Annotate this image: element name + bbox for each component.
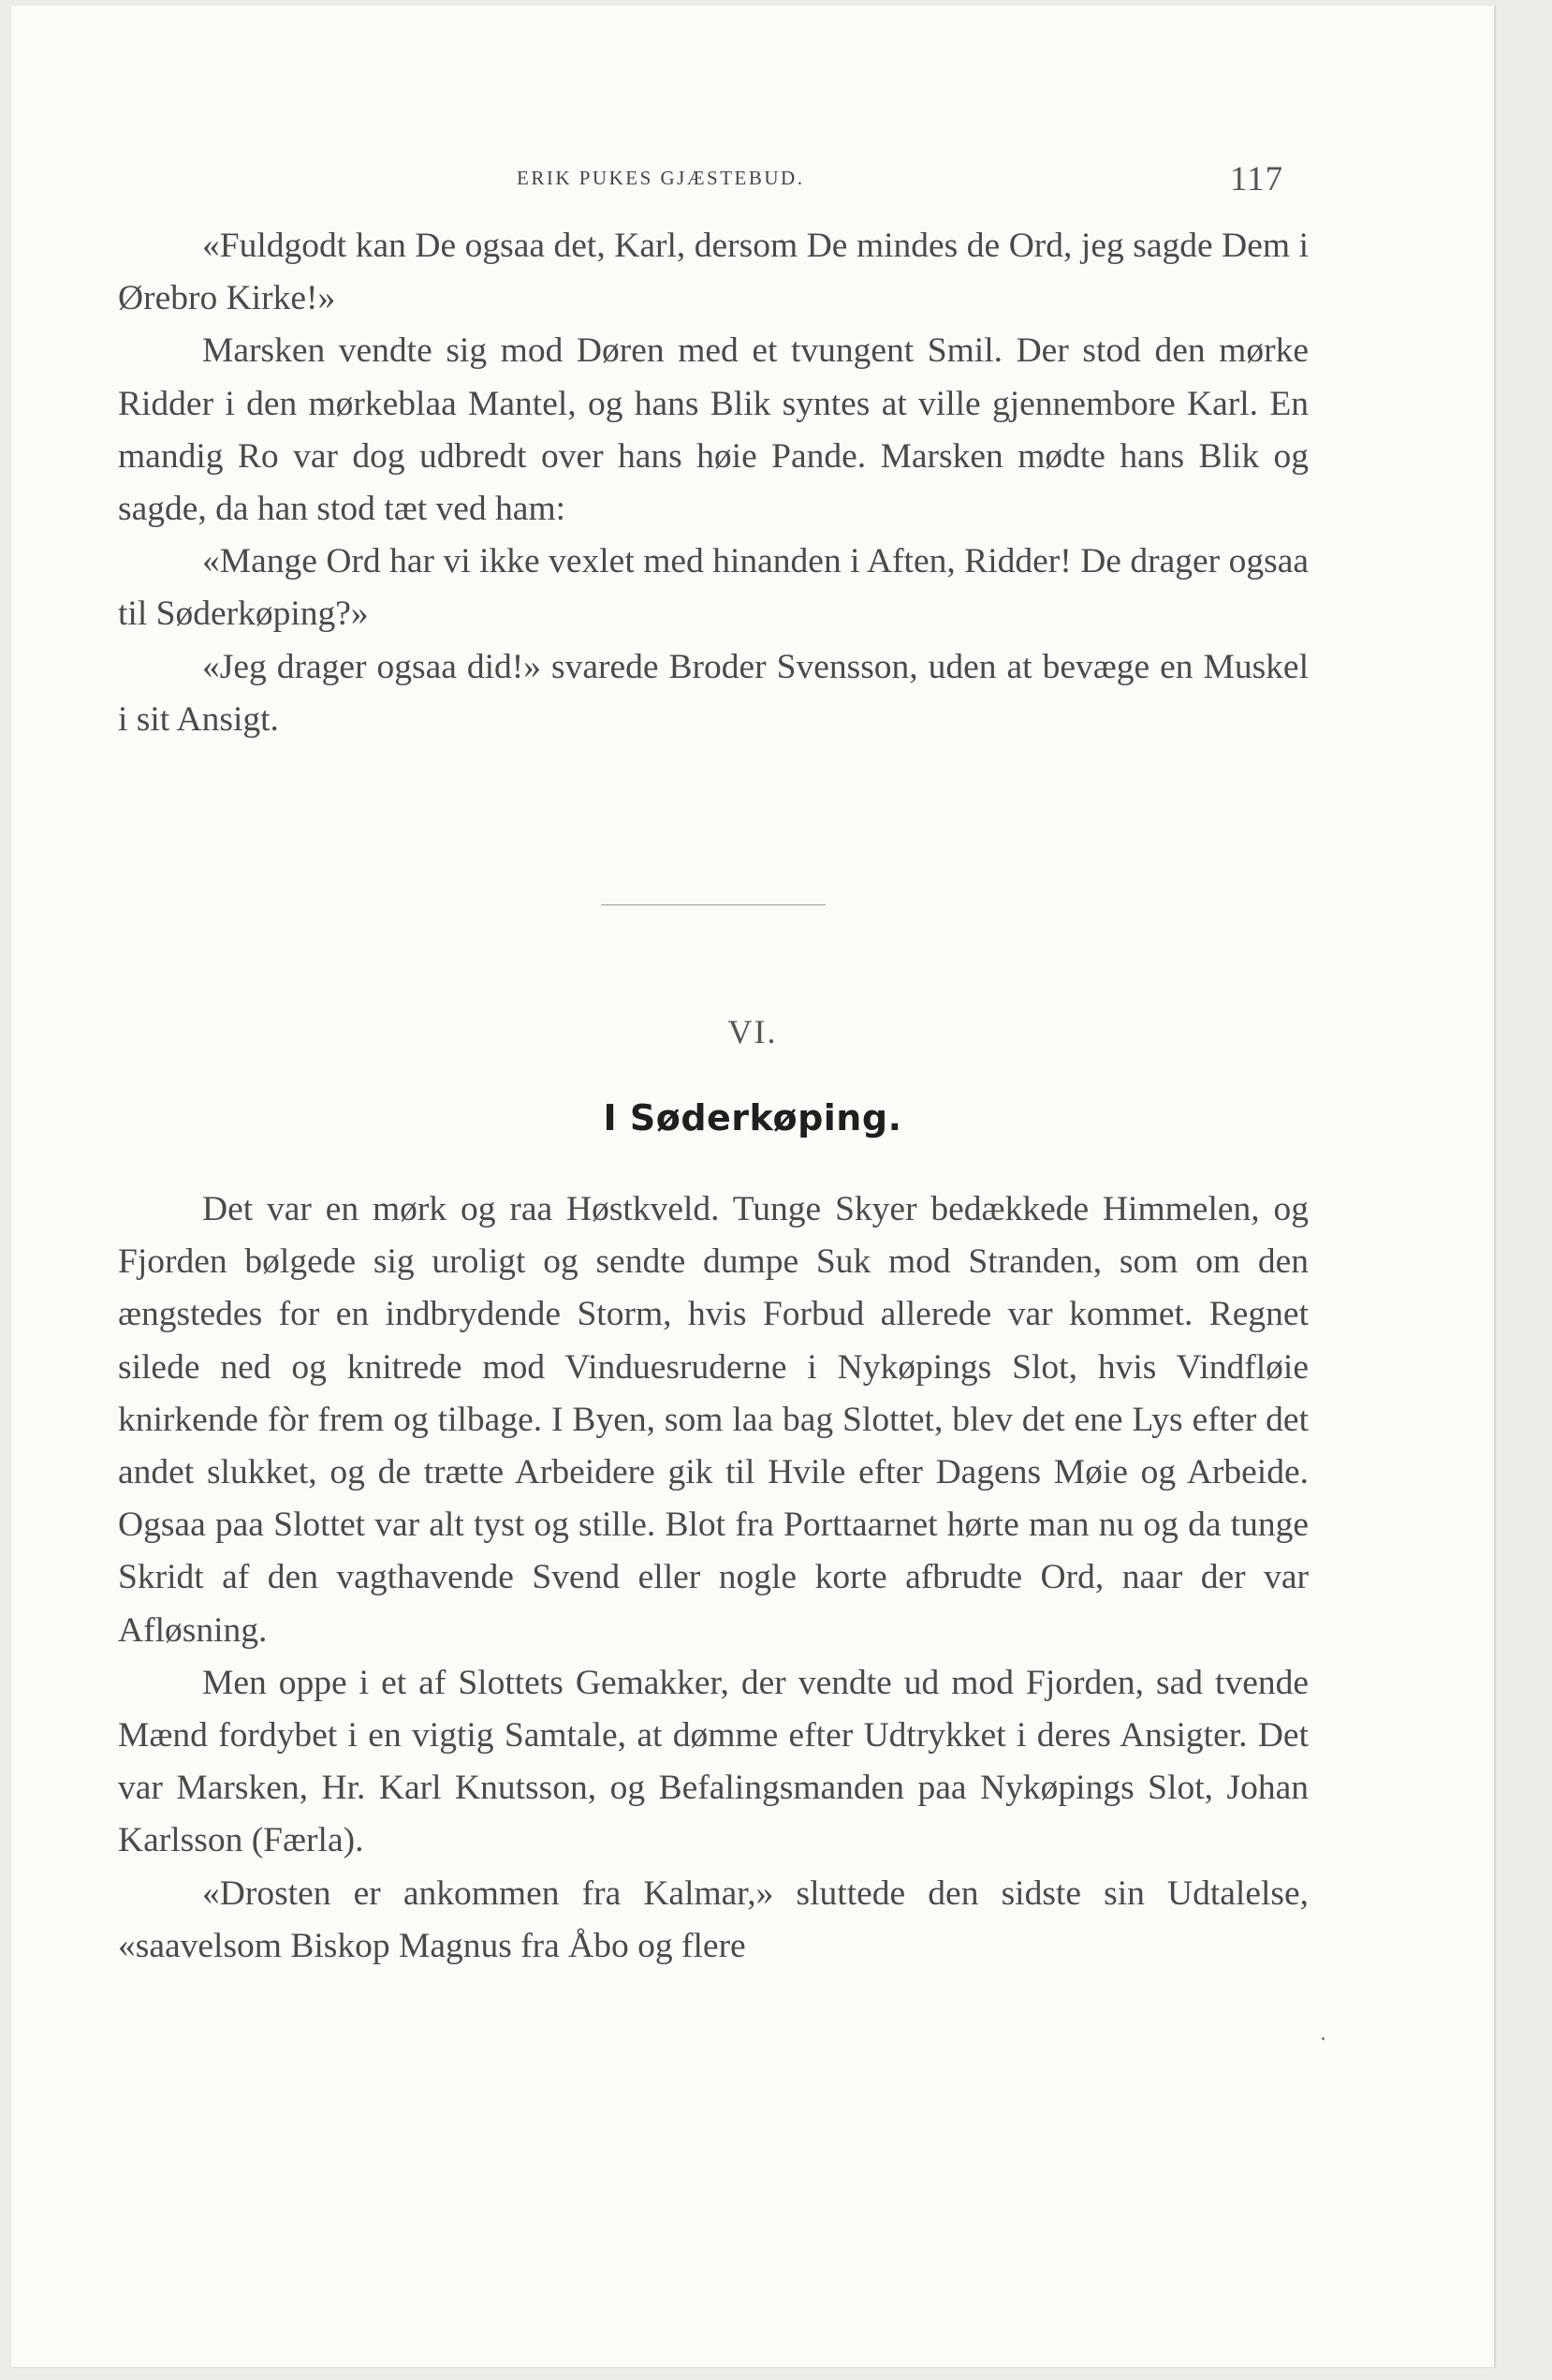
text-after-chapter <box>118 1183 1309 1973</box>
chapter-title: I Søderkøping. <box>603 1097 902 1139</box>
chapter-number: VI. <box>727 1013 778 1050</box>
running-head <box>11 159 1494 197</box>
page-number: 117 <box>1230 160 1284 198</box>
paragraph: «Mange Ord har vi ikke vexlet med hinanden i Aften, Ridder! De drager ogsaa til Søderkøping?» <box>118 542 1309 634</box>
paragraph: Marsken vendte sig mod Døren med et tvungent Smil. Der stod den mørke Ridder i den mørkeblaa Mantel, og hans Blik syntes at ville gjennembore Karl. En mandig Ro var dog udbredt over hans høie Pande. Marsken mødte hans Blik og sagde, da han stod tæt ved ham: <box>118 331 1309 529</box>
paragraph: Men oppe i et af Slottets Gemakker, der vendte ud mod Fjorden, sad tvende Mænd fordybet i en vigtig Samtale, at dømme efter Udtrykket i deres Ansigter. Det var Marsken, Hr. Karl Knutsson, og Befalingsmanden paa Nykøpings Slot, Johan Karlsson (Færla). <box>118 1663 1309 1860</box>
paragraph: Det var en mørk og raa Høstkveld. Tunge Skyer bedækkede Himmelen, og Fjorden bølgede sig uroligt og sendte dumpe Suk mod Stranden, som om den ængstedes for en indbrydende Storm, hvis Forbud allerede var kommet. Regnet silede ned og knitrede mod Vinduesruderne i Nykøpings Slot, hvis Vindfløie knirkende fòr frem og tilbage. I Byen, som laa bag Slottet, blev det ene Lys efter det andet slukket, og de trætte Arbeidere gik til Hvile efter Dagens Møie og Arbeide. Ogsaa paa Slottet var alt tyst og stille. Blot fra Porttaarnet hørte man nu og da tunge Skridt af den vagthavende Svend eller nogle korte afbrudte Ord, naar der var Afløsning. <box>118 1190 1309 1650</box>
section-divider <box>601 904 826 905</box>
paragraph: «Fuldgodt kan De ogsaa det, Karl, dersom De mindes de Ord, jeg sagde Dem i Ørebro Kirke!» <box>118 227 1309 318</box>
paragraph: «Drosten er ankommen fra Kalmar,» sluttede den sidste sin Udtalelse, «saavelsom Biskop Magnus fra Åbo og flere <box>118 1873 1309 1965</box>
book-page <box>11 6 1496 2368</box>
print-speck <box>1322 2037 1325 2040</box>
text-before-chapter <box>118 220 1309 746</box>
running-title: ERIK PUKES GJÆSTEBUD. <box>517 167 805 189</box>
paragraph: «Jeg drager ogsaa did!» svarede Broder Svensson, uden at bevæge en Muskel i sit Ansigt. <box>118 647 1309 739</box>
